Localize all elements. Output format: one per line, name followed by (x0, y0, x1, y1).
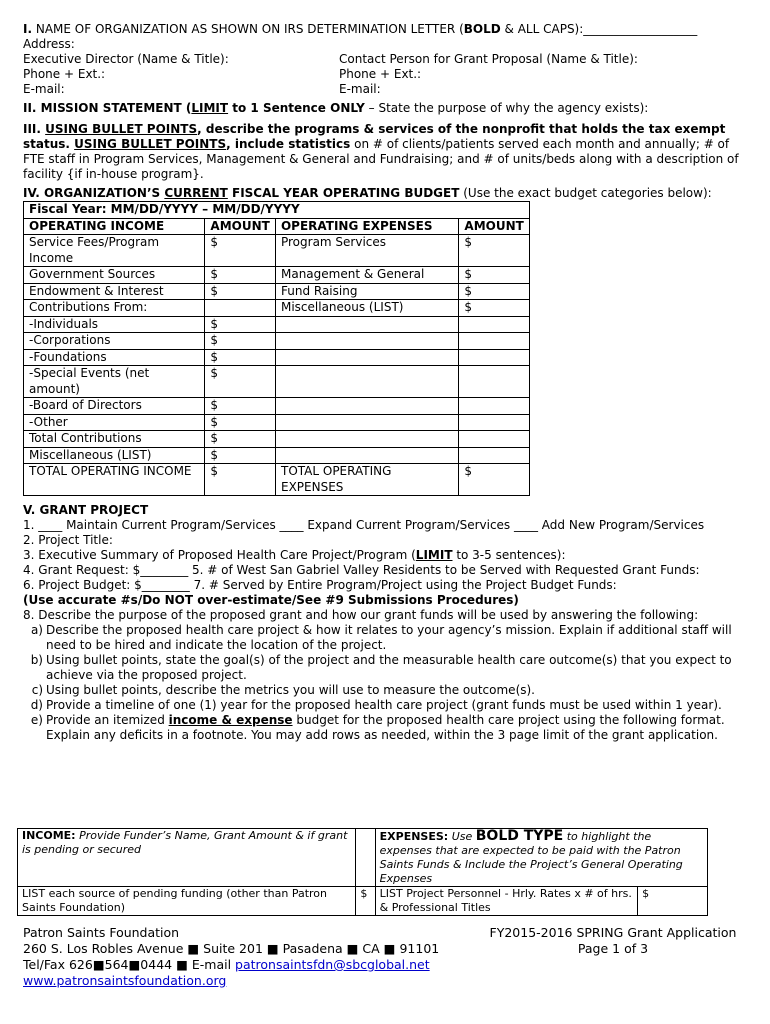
expense-cell: Management & General (275, 267, 458, 284)
footer-email-link[interactable]: patronsaintsfdn@sbcglobal.net (235, 957, 430, 972)
sub-item-b: b) Using bullet points, state the goal(s) of the project and the measurable health care outcome(s) that you expect to achieve via the proposed project. (30, 653, 732, 682)
contact-phone-label: Phone + Ext.: (339, 67, 422, 81)
page-footer (23, 925, 748, 989)
budget-row (24, 366, 530, 398)
expense-cell: Miscellaneous (LIST) (275, 300, 458, 317)
expense-amount-cell (459, 366, 530, 398)
budget-row (24, 464, 530, 496)
expense-cell (275, 414, 458, 431)
expense-cell (275, 333, 458, 350)
expense-amount-cell (459, 316, 530, 333)
grant-item-4-5: 4. Grant Request: $________ 5. # of West San Gabriel Valley Residents to be Served with Requested Grant Funds: (23, 563, 700, 577)
budget-row (24, 267, 530, 284)
sub-item-a: a) Describe the proposed health care project & how it relates to your agency’s mission. Explain if additional staff will need to be hired and indicate the location of the project. (30, 623, 732, 652)
expense-amount-cell (459, 333, 530, 350)
address-label: Address: (23, 37, 75, 51)
income-amount-cell: $ (205, 283, 276, 300)
expense-cell (275, 316, 458, 333)
income-amount-cell: $ (205, 414, 276, 431)
expense-amount-cell: $ (459, 267, 530, 284)
exec-phone-label: Phone + Ext.: (23, 67, 106, 81)
budget-row (24, 431, 530, 448)
income-amount-cell: $ (205, 316, 276, 333)
income-cell: Miscellaneous (LIST) (24, 447, 205, 464)
pending-funding-amount: $ (356, 887, 375, 916)
sub-item-c: c) Using bullet points, describe the metrics you will use to measure the outcome(s). (31, 683, 535, 697)
contact-person-label: Contact Person for Grant Proposal (Name & Title): (339, 52, 638, 66)
footer-telfax: Tel/Fax 626■564■0444 ■ E-mail patronsaintsfdn@sbcglobal.net (23, 957, 430, 972)
expense-amount-cell: $ (459, 283, 530, 300)
col-amount-2: AMOUNT (459, 218, 530, 235)
budget-row (24, 235, 530, 267)
income-cell: Contributions From: (24, 300, 205, 317)
income-cell: -Other (24, 414, 205, 431)
income-amount-cell: $ (205, 431, 276, 448)
budget-header-row (24, 218, 530, 235)
income-cell: TOTAL OPERATING INCOME (24, 464, 205, 496)
grant-item-1: 1. ____ Maintain Current Program/Services ____ Expand Current Program/Services ____ Add New Program/Services (23, 518, 705, 532)
footer-right (478, 925, 748, 957)
budget-row (24, 414, 530, 431)
expense-amount-cell (459, 414, 530, 431)
fiscal-year-cell: Fiscal Year: MM/DD/YYYY – MM/DD/YYYY (24, 202, 530, 219)
income-header: INCOME: Provide Funder’s Name, Grant Amount & if grant is pending or secured (18, 829, 356, 887)
expense-amount-cell: $ (459, 464, 530, 496)
grant-item-3: 3. Executive Summary of Proposed Health Care Project/Program (LIMIT to 3-5 sentences): (23, 548, 566, 562)
income-cell: Endowment & Interest (24, 283, 205, 300)
exec-director-label: Executive Director (Name & Title): (23, 52, 229, 66)
income-amount-cell: $ (205, 398, 276, 415)
footer-website (23, 973, 748, 989)
section-3-text: III. USING BULLET POINTS, describe the programs & services of the nonprofit that holds the tax exempt status. USING BULLET POINTS, include statistics on # of clients/patients served each month and annually; # of FTE staff in Program Services, Management & General and Fundraising; and # of units/beds along with a description of facility {if in-house program}. (23, 122, 739, 181)
exec-email-label: E-mail: (23, 82, 65, 96)
col-amount: AMOUNT (205, 218, 276, 235)
contact-person-block (339, 52, 655, 97)
budget-row (24, 333, 530, 350)
sub-item-e: e) Provide an itemized income & expense budget for the proposed health care project using the following format. Explain any deficits in a footnote. You may add rows as needed, within the 3 page limit of the grant application. (30, 713, 725, 742)
project-budget-table (17, 828, 708, 916)
grant-item-8: 8. Describe the purpose of the proposed grant and how our grant funds will be used by answering the following: (23, 608, 699, 622)
grant-item-2: 2. Project Title: (23, 533, 113, 547)
income-cell: Government Sources (24, 267, 205, 284)
expense-amount-cell: $ (459, 235, 530, 267)
personnel-amount: $ (638, 887, 708, 916)
pending-funding-cell: LIST each source of pending funding (other than Patron Saints Foundation) (18, 887, 356, 916)
expense-cell (275, 398, 458, 415)
col-operating-expenses: OPERATING EXPENSES (275, 218, 458, 235)
income-amount-cell: $ (205, 349, 276, 366)
income-amount-cell: $ (205, 464, 276, 496)
col-operating-income: OPERATING INCOME (24, 218, 205, 235)
footer-org-name: Patron Saints Foundation (23, 925, 180, 940)
income-cell: -Board of Directors (24, 398, 205, 415)
income-amount-cell: $ (205, 267, 276, 284)
footer-app-title: FY2015-2016 SPRING Grant Application (489, 925, 737, 940)
section-1-heading: I. NAME OF ORGANIZATION AS SHOWN ON IRS DETERMINATION LETTER (BOLD & ALL CAPS):___________________ (23, 22, 698, 36)
expense-amount-cell (459, 349, 530, 366)
personnel-cell: LIST Project Personnel - Hrly. Rates x # of hrs. & Professional Titles (375, 887, 637, 916)
expense-amount-cell (459, 398, 530, 415)
footer-address: 260 S. Los Robles Avenue ■ Suite 201 ■ Pasadena ■ CA ■ 91101 (23, 941, 440, 956)
budget-row (24, 447, 530, 464)
expense-cell: Fund Raising (275, 283, 458, 300)
expense-cell (275, 366, 458, 398)
footer-page-number: Page 1 of 3 (577, 941, 649, 956)
income-cell: Total Contributions (24, 431, 205, 448)
income-cell: Service Fees/Program Income (24, 235, 205, 267)
income-amount-cell: $ (205, 235, 276, 267)
expenses-header: EXPENSES: Use BOLD TYPE to highlight the expenses that are expected to be paid with the Patron Saints Funds & Include the Project’s General Operating Expenses (375, 829, 707, 887)
budget-row (24, 300, 530, 317)
income-amount-cell: $ (205, 447, 276, 464)
budget-row (24, 349, 530, 366)
income-amount-cell (205, 300, 276, 317)
expense-amount-cell (459, 447, 530, 464)
executive-director-block (23, 52, 339, 97)
sub-item-d: d) Provide a timeline of one (1) year for the proposed health care project (grant funds must be used within 1 year). (30, 698, 722, 712)
operating-budget-table (23, 201, 530, 496)
expense-cell (275, 431, 458, 448)
expense-cell (275, 447, 458, 464)
income-amount-cell: $ (205, 333, 276, 350)
section-4-heading: IV. ORGANIZATION’S CURRENT FISCAL YEAR OPERATING BUDGET (Use the exact budget categories below): (23, 186, 712, 200)
expense-amount-cell (459, 431, 530, 448)
expense-cell (275, 349, 458, 366)
application-page (23, 22, 748, 743)
budget-row (24, 398, 530, 415)
income-cell: -Corporations (24, 333, 205, 350)
project-budget-header (18, 829, 708, 887)
footer-website-link[interactable]: www.patronsaintsfoundation.org (23, 973, 227, 988)
income-amount-cell: $ (205, 366, 276, 398)
expense-cell: Program Services (275, 235, 458, 267)
accuracy-warning: (Use accurate #s/Do NOT over-estimate/See #9 Submissions Procedures) (23, 593, 519, 607)
budget-rows (24, 235, 530, 496)
income-cell: -Individuals (24, 316, 205, 333)
income-cell: -Foundations (24, 349, 205, 366)
section-2-heading: II. MISSION STATEMENT (LIMIT to 1 Sentence ONLY – State the purpose of why the agency exists): (23, 101, 649, 115)
project-budget-row (18, 887, 708, 916)
budget-row (24, 316, 530, 333)
grant-item-6-7: 6. Project Budget: $________ 7. # Served by Entire Program/Project using the Project Budget Funds: (23, 578, 617, 592)
expense-cell: TOTAL OPERATING EXPENSES (275, 464, 458, 496)
contact-block (23, 52, 748, 97)
income-cell: -Special Events (net amount) (24, 366, 205, 398)
expense-amount-cell: $ (459, 300, 530, 317)
budget-row (24, 283, 530, 300)
fiscal-year-row (24, 202, 530, 219)
section-5-heading: V. GRANT PROJECT (23, 503, 149, 517)
contact-email-label: E-mail: (339, 82, 381, 96)
